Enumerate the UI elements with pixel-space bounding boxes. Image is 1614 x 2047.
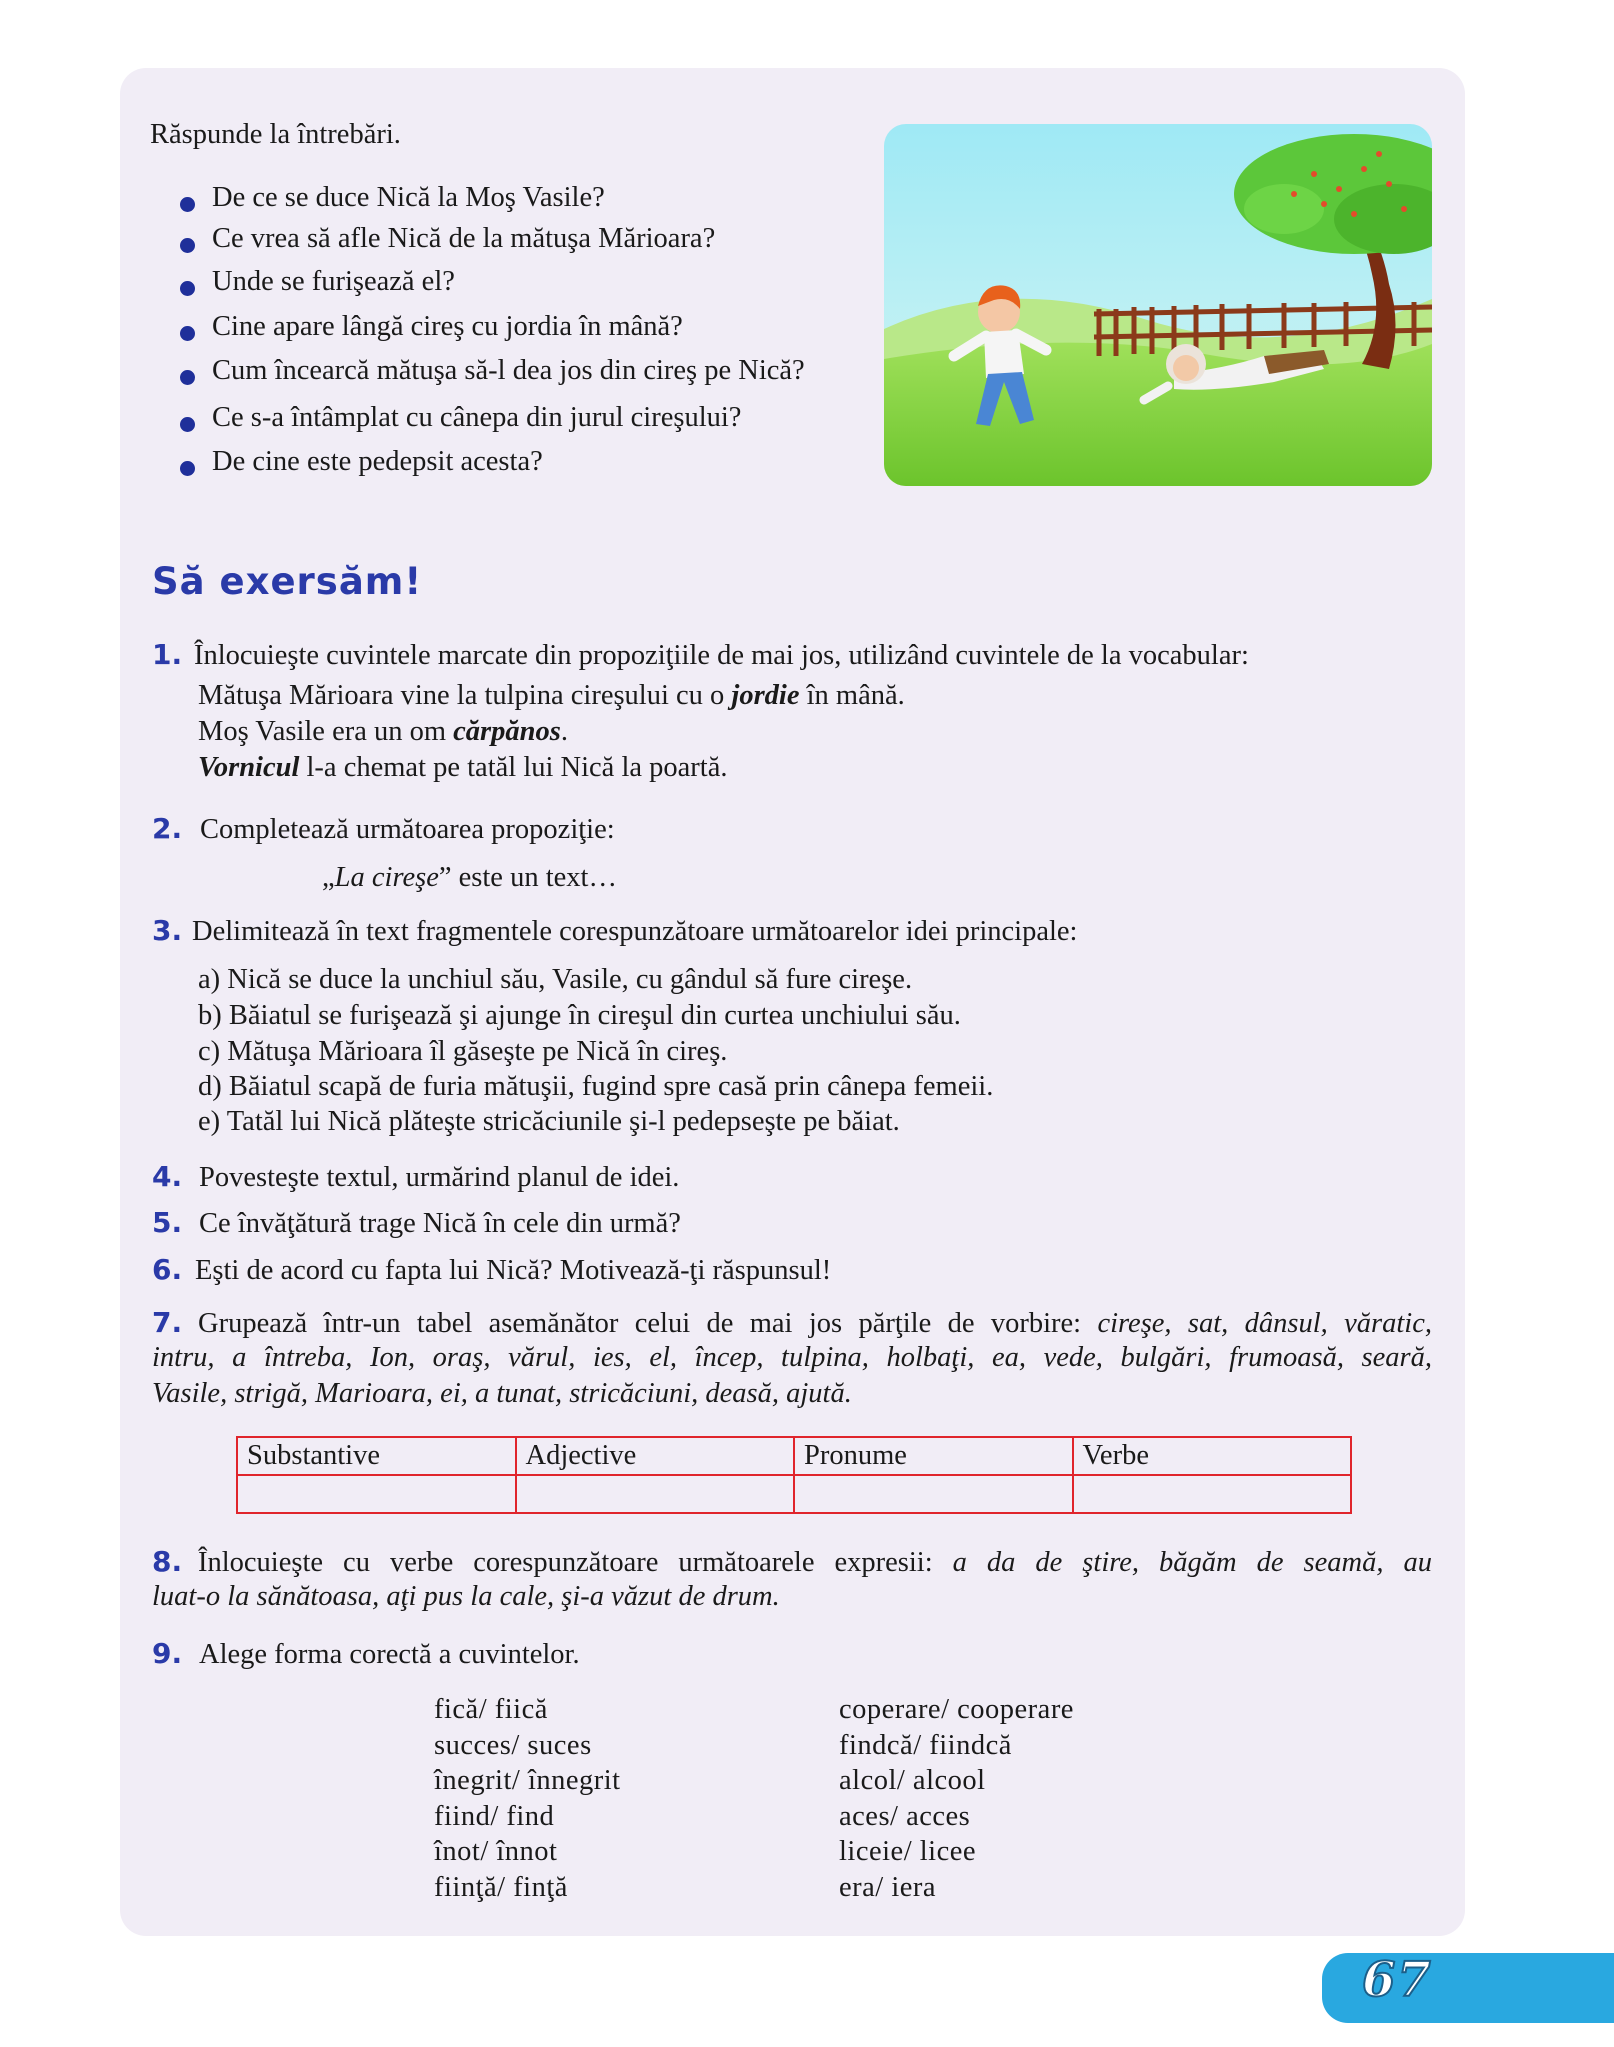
exercise-instruction: Grupează într-un tabel asemănător celui de mai jos părţile de vorbire: xyxy=(198,1308,1082,1339)
word-pair: era/ iera xyxy=(839,1871,937,1903)
exercise-instruction: Completează următoarea propoziţie: xyxy=(200,814,615,845)
exercise-8-expressions-line-2: luat-o la sănătoasa, aţi pus la cale, şi-a văzut de drum. xyxy=(152,1581,780,1612)
exercise-7-words-line-3: Vasile, strigă, Marioara, ei, a tunat, stricăciuni, deasă, ajută. xyxy=(152,1378,852,1409)
word-pair: înot/ înnot xyxy=(434,1836,558,1867)
page-number: 67 xyxy=(1362,1952,1433,2008)
table-header-cell: Pronume xyxy=(794,1437,1073,1475)
exercise-1 xyxy=(152,638,1249,672)
exercise-number: 4. xyxy=(152,1160,183,1193)
word-pair: fică/ fiică xyxy=(434,1694,548,1725)
word-pairs-left xyxy=(434,1692,621,1905)
table-cell xyxy=(794,1475,1073,1513)
exercise-instruction: Înlocuieşte cuvintele marcate din propoziţiile de mai jos, utilizând cuvintele de la vocabular: xyxy=(194,640,1249,671)
exercise-3 xyxy=(152,914,1077,948)
bullet-icon xyxy=(180,370,195,385)
exercise-instruction: Ce învăţătură trage Nică în cele din urmă? xyxy=(199,1208,681,1239)
question-item: Cum încearcă mătuşa să-l dea jos din cireş pe Nică? xyxy=(178,355,805,402)
section-title: Să exersăm! xyxy=(152,560,423,603)
exercise-6 xyxy=(152,1253,831,1287)
exercise-instruction: Eşti de acord cu fapta lui Nică? Motivează-ţi răspunsul! xyxy=(195,1255,832,1286)
word-pair: alcol/ alcool xyxy=(839,1765,986,1796)
question-list xyxy=(178,182,805,490)
table-header-cell: Verbe xyxy=(1073,1437,1352,1475)
exercise-number: 6. xyxy=(152,1253,183,1286)
exercise-4 xyxy=(152,1160,679,1194)
table-header-cell: Substantive xyxy=(237,1437,516,1475)
table-cell xyxy=(516,1475,795,1513)
exercise-instruction: Înlocuieşte cu verbe corespunzătoare următoarele expresii: xyxy=(198,1547,933,1578)
word-pair: coperare/ cooperare xyxy=(839,1694,1074,1725)
exercise-instruction: Delimitează în text fragmentele corespunzătoare următoarelor idei principale: xyxy=(192,916,1078,947)
exercise-2-prompt: „La cireşe” este un text… xyxy=(322,862,617,893)
exercise-2 xyxy=(152,812,615,846)
question-item: Cine apare lângă cireş cu jordia în mână? xyxy=(178,311,805,355)
exercise-number: 3. xyxy=(152,914,183,947)
table-header-cell: Adjective xyxy=(516,1437,795,1475)
exercise-number: 1. xyxy=(152,638,183,671)
word-pairs-right xyxy=(839,1692,1074,1905)
exercise-number: 7. xyxy=(152,1306,183,1339)
idea-item: a) Nică se duce la unchiul său, Vasile, cu gândul să fure cireşe. xyxy=(198,964,913,995)
word-pair: fiinţă/ finţă xyxy=(434,1871,568,1903)
table-header-row xyxy=(237,1437,1351,1475)
illustration-svg xyxy=(884,124,1432,486)
table-row xyxy=(237,1475,1351,1513)
exercise-number: 5. xyxy=(152,1206,183,1239)
exercise-1-sentence-1: Mătuşa Mărioara vine la tulpina cireşului cu o jordie în mână. xyxy=(198,680,905,711)
question-item: Ce vrea să afle Nică de la mătuşa Mărioara? xyxy=(178,223,805,266)
word-pair: findcă/ fiindcă xyxy=(839,1729,1012,1761)
story-illustration xyxy=(884,124,1432,486)
bullet-icon xyxy=(180,197,195,212)
table-cell xyxy=(237,1475,516,1513)
exercise-5 xyxy=(152,1206,681,1240)
question-item: Unde se furişează el? xyxy=(178,266,805,311)
exercise-1-sentence-3: Vornicul l-a chemat pe tatăl lui Nică la poartă. xyxy=(198,752,728,783)
idea-item: b) Băiatul se furişează şi ajunge în cireşul din curtea unchiului său. xyxy=(198,1000,961,1031)
word-pair: succes/ suces xyxy=(434,1729,592,1761)
bullet-icon xyxy=(180,238,195,253)
exercise-7: 7. Grupează într-un tabel asemănător celui de mai jos părţile de vorbire: cireşe, sat, dânsul, văratic, xyxy=(152,1306,1432,1339)
word-pair: liceie/ licee xyxy=(839,1836,977,1867)
bullet-icon xyxy=(180,326,195,341)
exercise-number: 8. xyxy=(152,1545,183,1578)
idea-item: e) Tatăl lui Nică plăteşte stricăciunile şi-l pedepseşte pe băiat. xyxy=(198,1106,900,1137)
exercise-number: 2. xyxy=(152,812,183,845)
question-item: De cine este pedepsit acesta? xyxy=(178,446,805,490)
exercise-1-sentence-2: Moş Vasile era un om cărpănos. xyxy=(198,716,568,747)
word-pair: aces/ acces xyxy=(839,1800,971,1832)
exercise-9 xyxy=(152,1637,580,1671)
bullet-icon xyxy=(180,281,195,296)
word-pair: fiind/ find xyxy=(434,1800,555,1832)
word-pair: înegrit/ înnegrit xyxy=(434,1765,621,1796)
exercise-number: 9. xyxy=(152,1637,183,1670)
question-item: Ce s-a întâmplat cu cânepa din jurul cireşului? xyxy=(178,402,805,446)
parts-of-speech-table xyxy=(236,1436,1352,1514)
exercise-instruction: Alege forma corectă a cuvintelor. xyxy=(199,1639,580,1670)
idea-item: d) Băiatul scapă de furia mătuşii, fugind spre casă prin cânepa femeii. xyxy=(198,1071,994,1102)
bullet-icon xyxy=(180,417,195,432)
bullet-icon xyxy=(180,461,195,476)
intro-instruction: Răspunde la întrebări. xyxy=(150,119,401,150)
question-item: De ce se duce Nică la Moş Vasile? xyxy=(178,182,805,223)
exercise-8: 8. Înlocuieşte cu verbe corespunzătoare următoarele expresii: a da de ştire, băgăm de seamă, au xyxy=(152,1545,1432,1578)
idea-item: c) Mătuşa Mărioara îl găseşte pe Nică în cireş. xyxy=(198,1036,728,1067)
exercise-instruction: Povesteşte textul, urmărind planul de idei. xyxy=(199,1162,680,1193)
exercise-7-words-line-2: intru, a întreba, Ion, oraş, vărul, ies, el, încep, tulpina, holbaţi, ea, vede, bulgări, frumoasă, seară, xyxy=(152,1342,1432,1373)
table-cell xyxy=(1073,1475,1352,1513)
